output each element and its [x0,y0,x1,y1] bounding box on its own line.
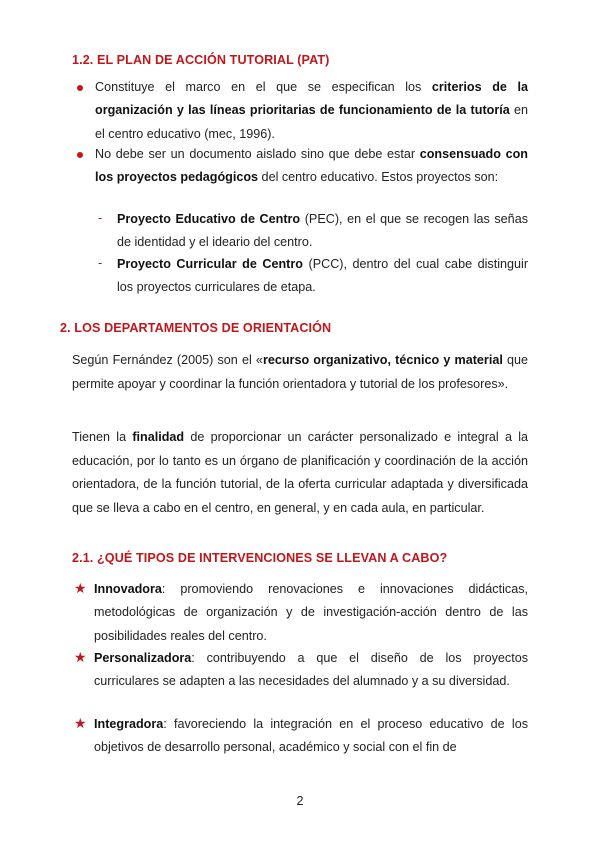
pat-subitem-pec: Proyecto Educativo de Centro (PEC), en el que se recogen las señas de identidad y el ideario del centro. [117,212,528,250]
star-bullet-icon: ★ [74,649,87,665]
dash-bullet-icon: - [98,210,103,225]
section-2-1-heading: 2.1. ¿QUÉ TIPOS DE INTERVENCIONES SE LLEVAN A CABO? [72,551,448,565]
page-number: 2 [296,794,304,808]
star-bullet-icon: ★ [74,580,87,596]
pat-bullet-2: No debe ser un documento aislado sino que debe estar consensuado con los proyectos pedagógicos del centro educativo. Estos proyectos son: [95,147,528,185]
intervention-item-innovadora: Innovadora: promoviendo renovaciones e innovaciones didácticas, metodológicas de organización y de investigación-acción dentro de las posibilidades reales del centro. [94,582,528,643]
finalidad-paragraph: Tienen la finalidad de proporcionar un carácter personalizado e integral a la educación, por lo tanto es un órgano de planificación y coordinación de la acción orientadora, de la función tutorial, de la oferta curricular adaptada y diversificada que se lleva a cabo en el centro, en general, y en cada aula, en particular. [72,430,529,515]
bullet-dot-icon [77,85,83,91]
star-bullet-icon: ★ [74,715,87,731]
bullet-dot-icon [77,152,83,158]
pat-bullet-1: Constituye el marco en el que se especifican los criterios de la organización y las líneas prioritarias de funcionamiento de la tutoría en el centro educativo (mec, 1996). [95,80,528,141]
intervention-item-integradora: Integradora: favoreciendo la integración en el proceso educativo de los objetivos de desarrollo personal, académico y social con el fin de [94,717,528,755]
dash-bullet-icon: - [98,255,103,270]
definition-paragraph: Según Fernández (2005) son el «recurso organizativo, técnico y material que permite apoyar y coordinar la función orientadora y tutorial de los profesores». [72,353,529,391]
pat-subitem-pcc: Proyecto Curricular de Centro (PCC), dentro del cual cabe distinguir los proyectos curriculares de etapa. [117,257,529,295]
section-1-2-heading: 1.2. EL PLAN DE ACCIÓN TUTORIAL (PAT) [72,53,330,67]
intervention-item-personalizadora: Personalizadora: contribuyendo a que el diseño de los proyectos curriculares se adapten a las necesidades del alumnado y a su diversidad. [94,651,528,689]
section-2-heading: 2. LOS DEPARTAMENTOS DE ORIENTACIÓN [60,321,332,335]
